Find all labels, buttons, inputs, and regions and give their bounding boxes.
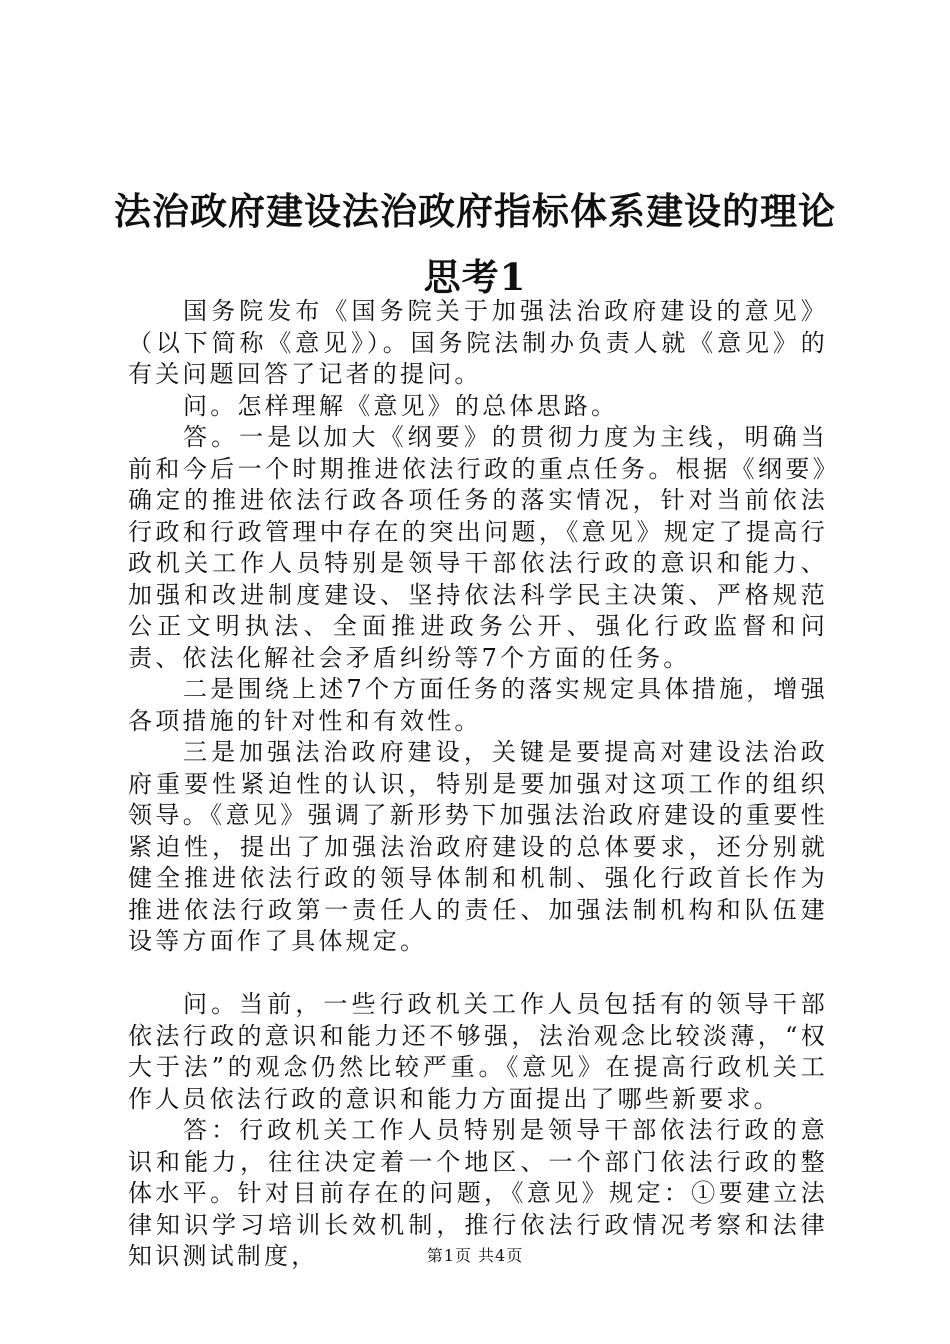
paragraph-spacer [128, 958, 828, 990]
paragraph-intro: 国务院发布《国务院关于加强法治政府建设的意见》（以下简称《意见》）。国务院法制办负责人就《意见》的有关问题回答了记者的提问。 [128, 297, 828, 388]
paragraph-answer-1: 答。一是以加大《纲要》的贯彻力度为主线，明确当前和今后一个时期推进依法行政的重点任务。根据《纲要》确定的推进依法行政各项任务的落实情况，针对当前依法行政和行政管理中存在的突出问题，《意见》规定了提高行政机关工作人员特别是领导干部依法行政的意识和能力、加强和改进制度建设、坚持依法科学民主决策、严格规范公正文明执法、全面推进政务公开、强化行政监督和问责、依法化解社会矛盾纠纷等7个方面的任务。 [128, 423, 828, 672]
page-footer: 第1页 共4页 [426, 1246, 524, 1265]
paragraph-question-2: 问。当前，一些行政机关工作人员包括有的领导干部依法行政的意识和能力还不够强，法治观念比较淡薄，“权大于法”的观念仍然比较严重。《意见》在提高行政机关工作人员依法行政的意识和能力方面提出了哪些新要求。 [128, 990, 828, 1113]
document-title: 法治政府建设法治政府指标体系建设的理论思考1 [114, 189, 836, 299]
paragraph-answer-2: 答：行政机关工作人员特别是领导干部依法行政的意识和能力，往往决定着一个地区、一个部门依法行政的整体水平。针对目前存在的问题，《意见》规定：①要建立法律知识学习培训长效机制，推行依法行政情况考察和法律知识测试制度， [128, 1116, 828, 1270]
paragraph-question-1: 问。怎样理解《意见》的总体思路。 [183, 391, 619, 420]
document-body [128, 296, 828, 1273]
paragraph-answer-1-point-3: 三是加强法治政府建设，关键是要提高对建设法治政府重要性紧迫性的认识，特别是要加强对这项工作的组织领导。《意见》强调了新形势下加强法治政府建设的重要性紧迫性，提出了加强法治政府建设的总体要求，还分别就健全推进依法行政的领导体制和机制、强化行政首长作为推进依法行政第一责任人的责任、加强法制机构和队伍建设等方面作了具体规定。 [128, 738, 828, 955]
paragraph-answer-1-point-2: 二是围绕上述7个方面任务的落实规定具体措施，增强各项措施的针对性和有效性。 [128, 675, 828, 735]
